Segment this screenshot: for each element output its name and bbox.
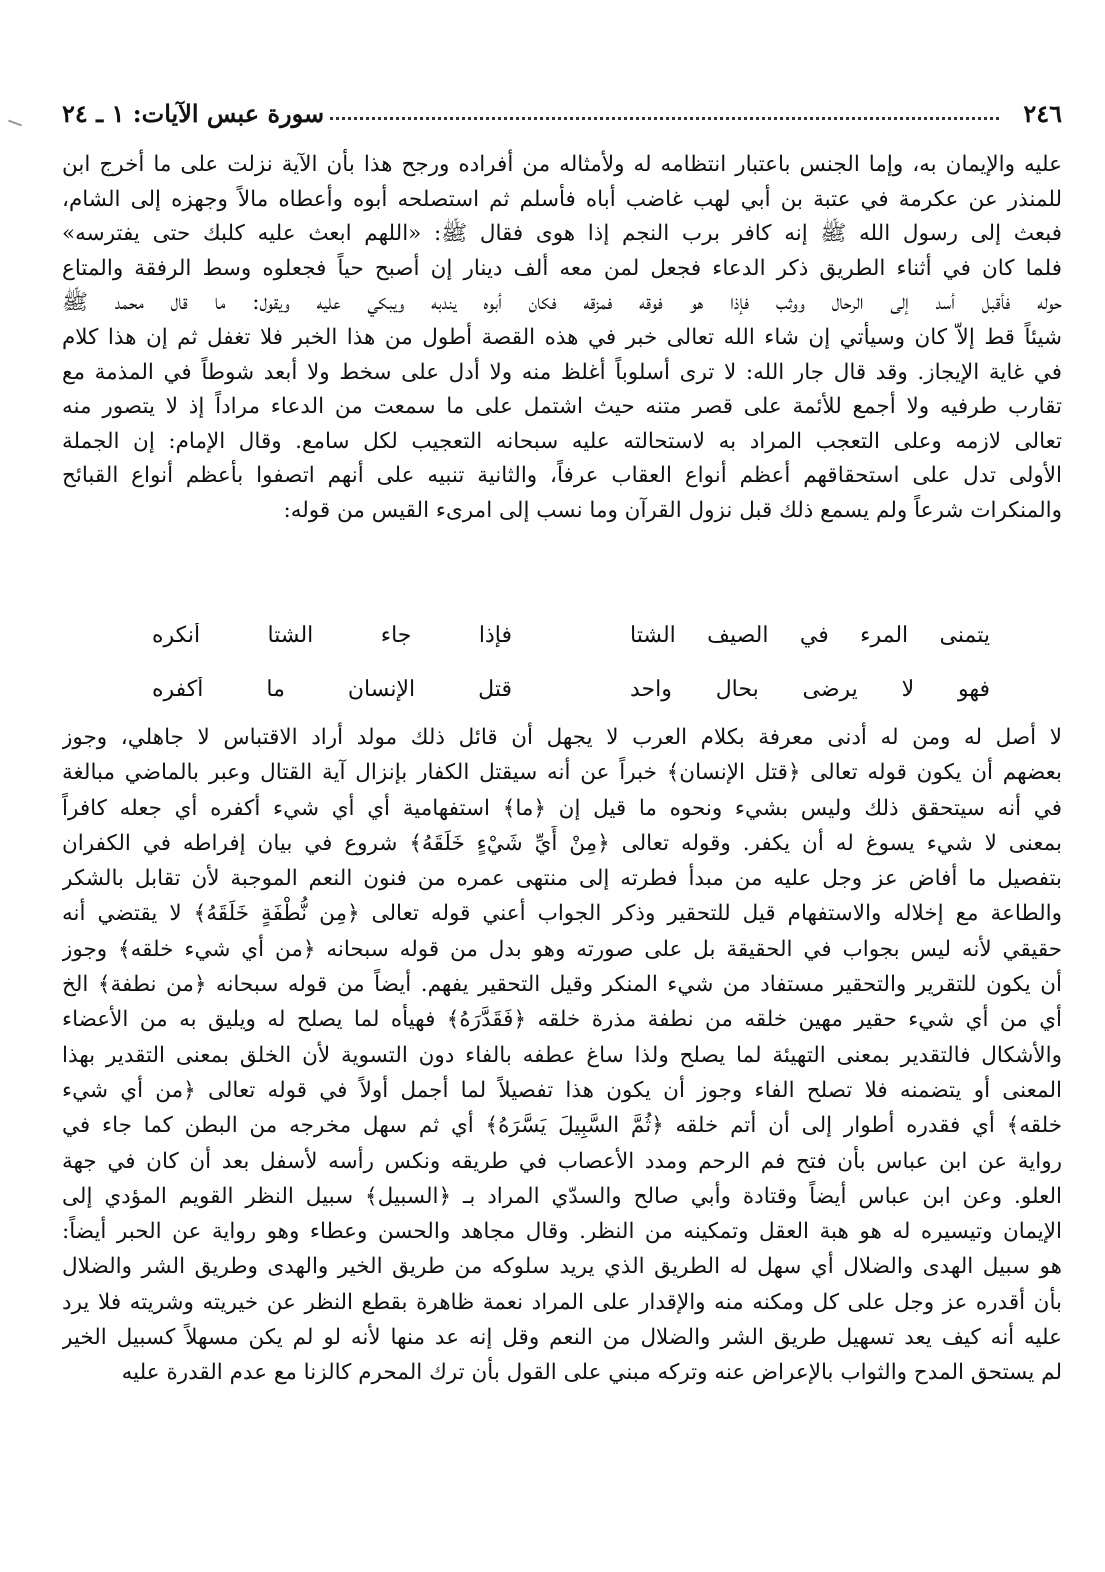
text-line: لا أصل له ومن له أدنى معرفة بكلام العرب لا يجهل أن قائل ذلك مولد أراد الاقتباس لا جاهلي، وجوز bbox=[62, 725, 1062, 750]
poem bbox=[62, 612, 1062, 720]
text-line: بتفصيل ما أفاض عز وجل عليه من مبدأ فطرته إلى منتهى عمره من فنون النعم الموجبة لأن تقابل بالشكر bbox=[62, 866, 1062, 892]
text-line: خلقه﴾ أي فقدره أطوار إلى أن أتم خلقه ﴿ثُمَّ السَّبِيلَ يَسَّرَهُ﴾ أي ثم سهل مخرجه من البطن كما جاء في bbox=[62, 1113, 1062, 1139]
text-line: تعالى لازمه وعلى التعجب المراد به لاستحالته عليه سبحانه التعجيب لكل سامع. وقال الإمام: إن الجملة bbox=[62, 428, 1062, 454]
poem-hemistich: قتل الإنسان ما أكفره bbox=[152, 676, 512, 702]
text-line: المعنى أو يتضمنه فلا تصلح الفاء وجوز أن يكون هذا تفصيلاً لما أجمل أولاً في قوله تعالى ﴿من أي شيء bbox=[62, 1077, 1062, 1103]
text-block-2 bbox=[62, 720, 1062, 1391]
text-line: فبعث إلى رسول الله ﷺ إنه كافر برب النجم إذا هوى فقال ﷺ: «اللهم ابعث عليه كلبك حتى يفترسه» bbox=[62, 221, 1062, 247]
text-line: العلو. وعن ابن عباس أيضاً وقتادة وأبي صالح والسدّي المراد بـ ﴿السبيل﴾ سبيل النظر القويم المؤدي إلى bbox=[62, 1183, 1062, 1209]
text-line: الأولى تدل على استحقاقهم أعظم أنواع العقاب عرفاً، والثانية تنبيه على أنهم اتصفوا بأعظم أنواع القبائح bbox=[62, 463, 1062, 489]
header-dot-leader bbox=[330, 117, 999, 120]
text-line: بمعنى لا شيء يسوغ له أن يكفر. وقوله تعالى ﴿مِنْ أَيِّ شَيْءٍ خَلَقَهُ﴾ شروع في بيان إفراطه في الكفران bbox=[62, 830, 1062, 856]
running-title: سورة عبس الآيات: ١ ـ ٢٤ bbox=[62, 98, 325, 128]
page-number: ٢٤٦ bbox=[1023, 98, 1062, 128]
page-header bbox=[62, 92, 1062, 134]
text-line: في أنه سيتحقق ذلك وليس بشيء ونحوه ما قيل إن ﴿ما﴾ استفهامية أي أي شيء أكفره أي جعله كافراً bbox=[62, 795, 1062, 821]
poem-verse bbox=[62, 612, 1062, 658]
poem-hemistich: فهو لا يرضى بحال واحد bbox=[630, 676, 990, 702]
text-line: عليه والإيمان به، وإما الجنس باعتبار انتظامه له ولأمثاله من أفراده ورجح هذا بأن الآية نزلت على ما أخرج ابن bbox=[62, 152, 1062, 177]
text-line: الإيمان وتيسيره له هو هبة العقل وتمكينه من النظر. وقال مجاهد والحسن وعطاء وهو رواية عن الحبر أيضاً: bbox=[62, 1219, 1062, 1245]
text-line: والمنكرات شرعاً ولم يسمع ذلك قبل نزول القرآن وما نسب إلى امرىء القيس من قوله: bbox=[283, 497, 1062, 523]
text-line: بأن أقدره عز وجل على كل ومكنه منه والإقدار على المراد نعمة ظاهرة بقطع النظر عن خيريته وشريته فلا يرد bbox=[62, 1289, 1062, 1315]
text-line: هو سبيل الهدى والضلال أي سهل له الطريق الذي يريد سلوكه من طريق الخير والهدى وطريق الشر والضلال bbox=[62, 1254, 1062, 1280]
text-line: عليه أنه كيف يعد تسهيل طريق الشر والضلال من النعم وقل إنه عد منها لأنه لو لم يكن مسهلاً كسبيل الخير bbox=[62, 1325, 1062, 1351]
text-line: بعضهم أن يكون قوله تعالى ﴿قتل الإنسان﴾ خبراً عن أنه سيقتل الكفار بإنزال آية القتال وعبر بالماضي مبالغة bbox=[62, 760, 1062, 786]
text-line: في غاية الإيجاز. وقد قال جار الله: لا ترى أسلوباً أغلظ منه ولا أدل على سخط ولا أبعد شوطاً في المذمة مع bbox=[62, 359, 1062, 385]
text-line: حوله فأقبل أسد إلى الرحال ووثب فإذا هو فوقه فمزقه فكان أبوه يندبه ويبكي عليه ويقول: ما قال محمد ﷺ bbox=[62, 290, 1062, 316]
text-line: والطاعة مع إخلاله والاستفهام قيل للتحقير وذكر الجواب أعني قوله تعالى ﴿مِن نُّطْفَةٍ خَلَقَهُ﴾ لا يقتضي أنه bbox=[62, 901, 1062, 927]
text-line: للمنذر عن عكرمة في عتبة بن أبي لهب غاضب أباه فأسلم ثم استصلحه أبوه وأعطاه مالاً وجهزه إلى الشام، bbox=[62, 186, 1062, 212]
text-line: حقيقي لأنه ليس بجواب في الحقيقة بل على صورته وهو بدل من قوله سبحانه ﴿من أي شيء خلقه﴾ وجوز bbox=[62, 936, 1062, 962]
text-line: فلما كان في أثناء الطريق ذكر الدعاء فجعل لمن معه ألف دينار إن أصبح حياً فجعلوه وسط الرفقة والمتاع bbox=[62, 255, 1062, 281]
text-line: أن يكون للتقرير والتحقير مستفاد من شيء المنكر وقيل التحقير يفهم. أيضاً من قوله سبحانه ﴿من نطفة﴾ الخ bbox=[62, 972, 1062, 998]
text-block-1 bbox=[62, 148, 1062, 529]
text-line: لم يستحق المدح والثواب بالإعراض عنه وتركه مبني على القول بأن ترك المحرم كالزنا مع عدم القدرة عليه bbox=[121, 1360, 1062, 1386]
text-line: أي من أي شيء حقير مهين خلقه من نطفة مذرة خلقه ﴿فَقَدَّرَهُ﴾ فهيأه لما يصلح له ويليق به من الأعضاء bbox=[62, 1007, 1062, 1033]
margin-mark bbox=[8, 120, 22, 127]
text-line: والأشكال فالتقدير بمعنى التهيئة لما يصلح ولذا ساغ عطفه بالفاء دون التسوية لأن الخلق بمعنى التقدير بهذا bbox=[62, 1042, 1062, 1068]
poem-hemistich: فإذا جاء الشتا أنكره bbox=[152, 622, 512, 648]
poem-verse bbox=[62, 666, 1062, 712]
text-line: تقارب طرفيه ولا أجمع للأئمة على قصر متنه حيث اشتمل على ما سمعت من الدعاء مراداً إذ لا يتصور منه bbox=[62, 394, 1062, 420]
text-line: شيئاً قط إلاّ كان وسيأتي إن شاء الله تعالى خبر في هذه القصة أطول من هذا الخبر فلا تغفل ثم إن هذا كلام bbox=[62, 324, 1062, 350]
poem-hemistich: يتمنى المرء في الصيف الشتا bbox=[630, 622, 990, 648]
text-line: رواية عن ابن عباس بأن فتح فم الرحم ومدد الأعصاب في طريقه ونكس رأسه لأسفل بعد أن كان في جهة bbox=[62, 1148, 1062, 1174]
